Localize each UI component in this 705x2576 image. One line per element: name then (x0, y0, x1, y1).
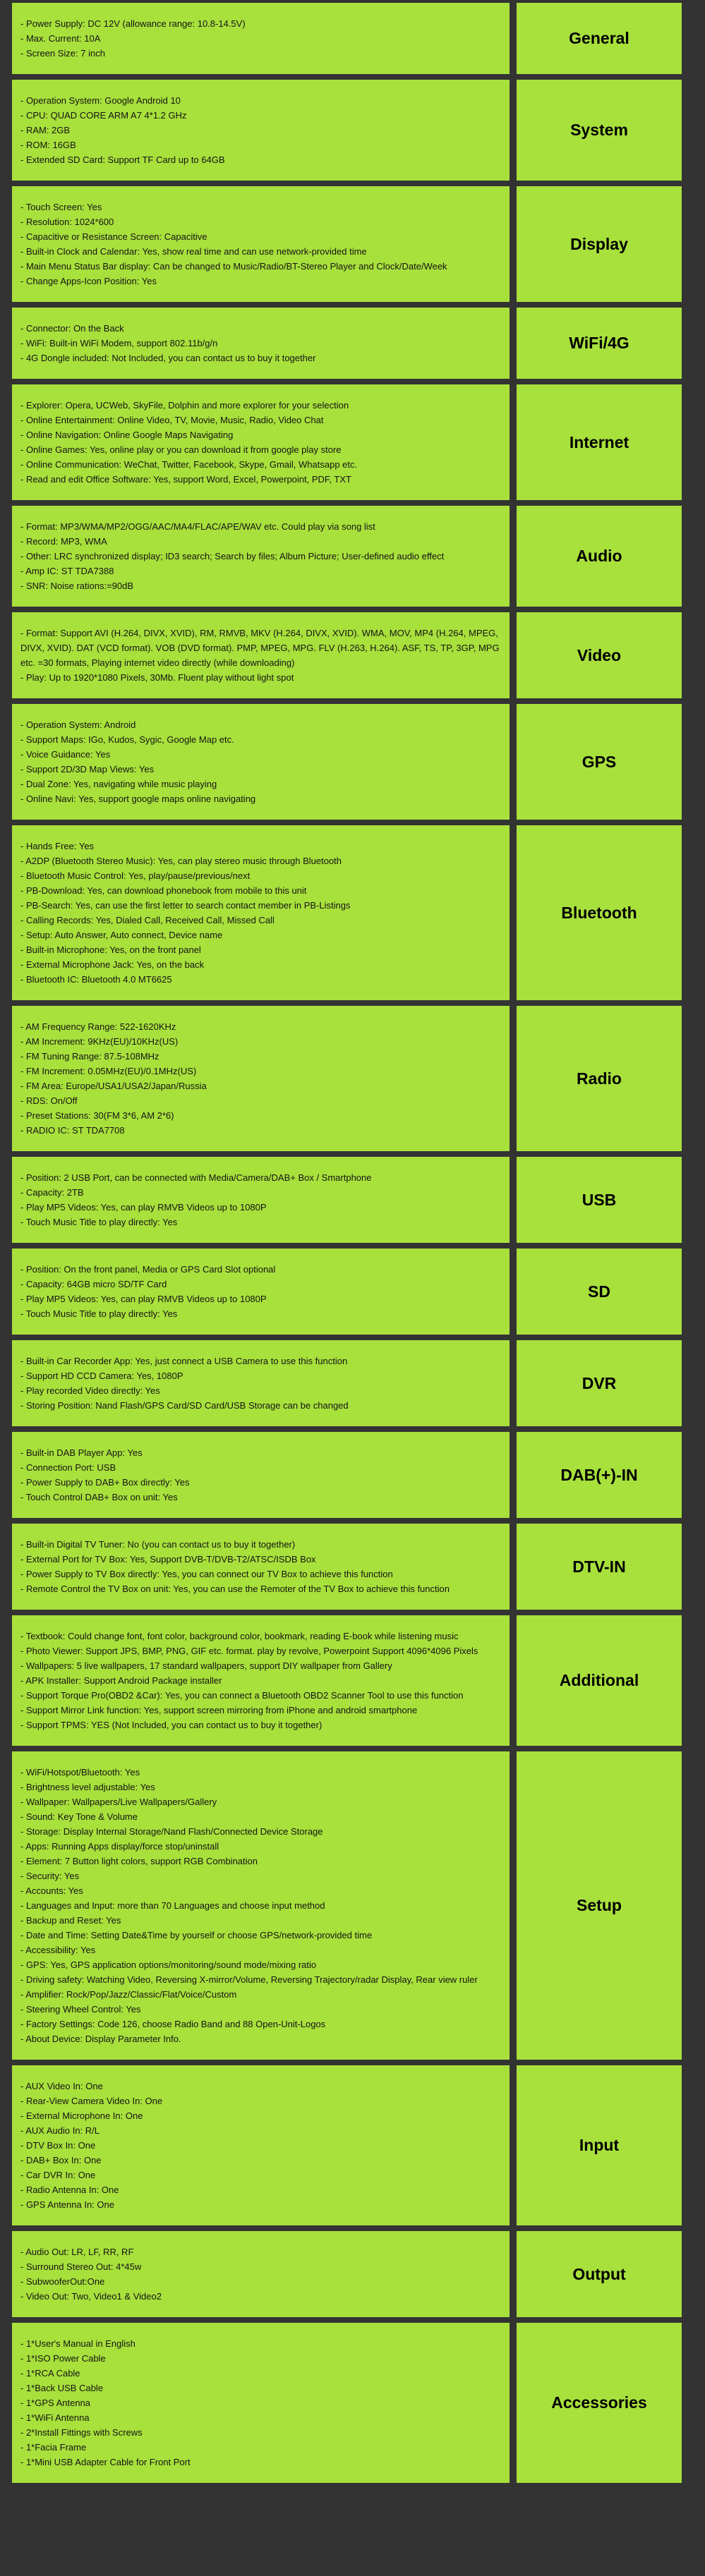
spec-line: - External Port for TV Box: Yes, Support DVB-T/DVB-T2/ATSC/ISDB Box (20, 1554, 316, 1565)
spec-items-cell (12, 704, 510, 820)
spec-line: - 1*WiFi Antenna (20, 2412, 90, 2423)
spec-line: - Date and Time: Setting Date&Time by yourself or choose GPS/network-provided time (20, 1930, 373, 1940)
category-label: Radio (517, 1006, 682, 1151)
spec-line: - RAM: 2GB (20, 125, 71, 135)
category-label: SD (517, 1248, 682, 1335)
spec-line: - Format: Support AVI (H.264, DIVX, XVID), RM, RMVB, MKV (H.264, DIVX, XVID). WMA, MOV, MP4 (H.264, MPEG, DIVX, XVID). DAT (VCD format). VOB (DVD format). PMP, MPEG, MPG. FLV (H.263, H.264). ASF, TS, TP, 3GP, MPG etc. =30 formats, Playing internet video directly (while downloading) (20, 628, 500, 668)
spec-line: - Operation System: Google Android 10 (20, 95, 181, 106)
spec-line: - Sound: Key Tone & Volume (20, 1811, 138, 1822)
spec-items-cell (12, 1340, 510, 1426)
spec-line: - Surround Stereo Out: 4*45w (20, 2261, 142, 2272)
spec-row (12, 1248, 682, 1335)
spec-line: - Format: MP3/WMA/MP2/OGG/AAC/MA4/FLAC/APE/WAV etc. Could play via song list (20, 521, 375, 532)
spec-line: - Touch Screen: Yes (20, 202, 102, 212)
spec-line: - Setup: Auto Answer, Auto connect, Device name (20, 930, 223, 940)
spec-row (12, 1615, 682, 1746)
spec-line: - Amp IC: ST TDA7388 (20, 566, 114, 576)
spec-items-cell (12, 1615, 510, 1746)
spec-row (12, 384, 682, 500)
spec-line: - Built-in DAB Player App: Yes (20, 1447, 143, 1458)
spec-line: - GPS Antenna In: One (20, 2199, 114, 2210)
spec-line: - Backup and Reset: Yes (20, 1915, 121, 1926)
spec-line: - 4G Dongle included: Not Included, you can contact us to buy it together (20, 353, 316, 363)
spec-row (12, 1751, 682, 2060)
spec-line: - Photo Viewer: Support JPS, BMP, PNG, GIF etc. format. play by revolve, Powerpoint Support 4096*4096 Pixels (20, 1646, 478, 1656)
spec-line: - Operation System: Android (20, 719, 136, 730)
spec-line: - Connector: On the Back (20, 323, 124, 334)
spec-line: - Play MP5 Videos: Yes, can play RMVB Videos up to 1080P (20, 1202, 267, 1213)
spec-line: - FM Area: Europe/USA1/USA2/Japan/Russia (20, 1081, 207, 1091)
category-label: USB (517, 1157, 682, 1243)
spec-row (12, 1157, 682, 1243)
spec-line: - Storage: Display Internal Storage/Nand Flash/Connected Device Storage (20, 1826, 323, 1837)
spec-line: - Connection Port: USB (20, 1462, 116, 1473)
spec-line: - Radio Antenna In: One (20, 2185, 119, 2195)
spec-line: - Bluetooth Music Control: Yes, play/pause/previous/next (20, 870, 251, 881)
spec-line: - AM Increment: 9KHz(EU)/10KHz(US) (20, 1036, 179, 1047)
spec-line: - Screen Size: 7 inch (20, 48, 105, 59)
spec-line: - Play: Up to 1920*1080 Pixels, 30Mb. Fluent play without light spot (20, 672, 294, 683)
spec-row (12, 704, 682, 820)
spec-line: - Textbook: Could change font, font color, background color, bookmark, reading E-book while listening music (20, 1631, 459, 1641)
spec-items-cell (12, 2323, 510, 2483)
spec-line: - Bluetooth IC: Bluetooth 4.0 MT6625 (20, 974, 172, 985)
spec-line: - Car DVR In: One (20, 2170, 96, 2180)
spec-line: - Touch Music Title to play directly: Yes (20, 1308, 178, 1319)
spec-items-cell (12, 1751, 510, 2060)
category-label: DTV-IN (517, 1524, 682, 1610)
spec-line: - A2DP (Bluetooth Stereo Music): Yes, can play stereo music through Bluetooth (20, 856, 342, 866)
spec-line: - Support HD CCD Camera: Yes, 1080P (20, 1371, 183, 1381)
spec-line: - ROM: 16GB (20, 140, 76, 150)
spec-line: - FM Tuning Range: 87.5-108MHz (20, 1051, 159, 1062)
spec-line: - Resolution: 1024*600 (20, 217, 114, 227)
spec-items-cell (12, 80, 510, 181)
spec-items-cell (12, 2231, 510, 2317)
spec-line: - Capacitive or Resistance Screen: Capacitive (20, 231, 207, 242)
spec-line: - Brightness level adjustable: Yes (20, 1782, 155, 1792)
spec-line: - Online Navi: Yes, support google maps online navigating (20, 794, 256, 804)
spec-line: - Support Torque Pro(OBD2 &Car): Yes, you can connect a Bluetooth OBD2 Scanner Tool to use this function (20, 1690, 464, 1701)
category-label: Additional (517, 1615, 682, 1746)
spec-line: - CPU: QUAD CORE ARM A7 4*1.2 GHz (20, 110, 187, 121)
spec-items-cell (12, 2065, 510, 2225)
spec-line: - GPS: Yes, GPS application options/monitoring/sound mode/mixing ratio (20, 1960, 317, 1970)
spec-line: - Online Entertainment: Online Video, TV, Movie, Music, Radio, Video Chat (20, 415, 324, 425)
spec-line: - Power Supply to DAB+ Box directly: Yes (20, 1477, 190, 1488)
category-label: System (517, 80, 682, 181)
spec-line: - AUX Video In: One (20, 2081, 103, 2091)
spec-line: - Touch Control DAB+ Box on unit: Yes (20, 1492, 178, 1502)
spec-row (12, 2065, 682, 2225)
spec-line: - APK Installer: Support Android Package installer (20, 1675, 222, 1686)
spec-line: - Calling Records: Yes, Dialed Call, Received Call, Missed Call (20, 915, 275, 925)
spec-line: - Power Supply to TV Box directly: Yes, you can connect our TV Box to achieve this function (20, 1569, 393, 1579)
category-label: Display (517, 186, 682, 302)
spec-line: - Built-in Microphone: Yes, on the front panel (20, 944, 201, 955)
spec-line: - Online Communication: WeChat, Twitter, Facebook, Skype, Gmail, Whatsapp etc. (20, 459, 358, 470)
spec-line: - SNR: Noise rations:=90dB (20, 581, 134, 591)
spec-line: - PB-Search: Yes, can use the first letter to search contact member in PB-Listings (20, 900, 351, 911)
spec-line: - Extended SD Card: Support TF Card up to 64GB (20, 154, 225, 165)
spec-line: - Online Navigation: Online Google Maps Navigating (20, 430, 234, 440)
spec-line: - WiFi: Built-in WiFi Modem, support 802.11b/g/n (20, 338, 218, 348)
spec-line: - 1*Back USB Cable (20, 2383, 104, 2393)
spec-line: - External Microphone In: One (20, 2110, 143, 2121)
spec-line: - Video Out: Two, Video1 & Video2 (20, 2291, 162, 2302)
category-label: General (517, 3, 682, 74)
spec-items-cell (12, 1524, 510, 1610)
category-label: Audio (517, 506, 682, 607)
spec-items-cell (12, 506, 510, 607)
spec-row (12, 1006, 682, 1151)
spec-line: - Steering Wheel Control: Yes (20, 2004, 141, 2015)
category-label: Accessories (517, 2323, 682, 2483)
spec-line: - RDS: On/Off (20, 1095, 78, 1106)
spec-items-cell (12, 308, 510, 379)
spec-line: - Play MP5 Videos: Yes, can play RMVB Videos up to 1080P (20, 1294, 267, 1304)
spec-line: - Position: 2 USB Port, can be connected with Media/Camera/DAB+ Box / Smartphone (20, 1172, 372, 1183)
spec-line: - Position: On the front panel, Media or GPS Card Slot optional (20, 1264, 276, 1275)
spec-line: - Change Apps-Icon Position: Yes (20, 276, 157, 286)
spec-line: - Apps: Running Apps display/force stop/uninstall (20, 1841, 219, 1852)
spec-line: - 1*Mini USB Adapter Cable for Front Port (20, 2457, 191, 2467)
spec-line: - Element: 7 Button light colors, support RGB Combination (20, 1856, 258, 1866)
spec-line: - 1*ISO Power Cable (20, 2353, 106, 2364)
spec-line: - Wallpaper: Wallpapers/Live Wallpapers/Gallery (20, 1797, 217, 1807)
spec-line: - Read and edit Office Software: Yes, support Word, Excel, Powerpoint, PDF, TXT (20, 474, 351, 485)
spec-items-cell (12, 1157, 510, 1243)
spec-line: - Support Mirror Link function: Yes, support screen mirroring from iPhone and android smartphone (20, 1705, 418, 1715)
spec-items-cell (12, 186, 510, 302)
spec-line: - 1*User's Manual in English (20, 2338, 135, 2349)
spec-line: - Touch Music Title to play directly: Yes (20, 1217, 178, 1227)
spec-line: - Support 2D/3D Map Views: Yes (20, 764, 155, 774)
spec-line: - PB-Download: Yes, can download phonebook from mobile to this unit (20, 885, 307, 896)
spec-row (12, 2231, 682, 2317)
spec-line: - Factory Settings: Code 126, choose Radio Band and 88 Open-Unit-Logos (20, 2019, 326, 2029)
spec-line: - Amplifier: Rock/Pop/Jazz/Classic/Flat/Voice/Custom (20, 1989, 237, 2000)
spec-items-cell (12, 612, 510, 698)
spec-line: - External Microphone Jack: Yes, on the back (20, 959, 205, 970)
spec-row (12, 186, 682, 302)
spec-row (12, 1432, 682, 1518)
spec-items-cell (12, 825, 510, 1000)
spec-row (12, 3, 682, 74)
spec-line: - Storing Position: Nand Flash/GPS Card/SD Card/USB Storage can be changed (20, 1400, 349, 1411)
spec-items-cell (12, 1006, 510, 1151)
spec-line: - SubwooferOut:One (20, 2276, 105, 2287)
spec-line: - Accounts: Yes (20, 1885, 83, 1896)
category-label: DAB(+)-IN (517, 1432, 682, 1518)
spec-row (12, 1340, 682, 1426)
spec-line: - AM Frequency Range: 522-1620KHz (20, 1021, 176, 1032)
spec-line: - FM Increment: 0.05MHz(EU)/0.1MHz(US) (20, 1066, 197, 1076)
spec-line: - Dual Zone: Yes, navigating while music playing (20, 779, 217, 789)
spec-line: - Audio Out: LR, LF, RR, RF (20, 2247, 134, 2257)
spec-items-cell (12, 1432, 510, 1518)
spec-line: - Support TPMS: YES (Not Included, you can contact us to buy it together) (20, 1720, 323, 1730)
spec-line: - Voice Guidance: Yes (20, 749, 111, 760)
spec-items-cell (12, 3, 510, 74)
category-label: DVR (517, 1340, 682, 1426)
category-label: WiFi/4G (517, 308, 682, 379)
spec-line: - Support Maps: IGo, Kudos, Sygic, Google Map etc. (20, 734, 234, 745)
spec-line: - Other: LRC synchronized display; ID3 search; Search by files; Album Picture; User-defined audio effect (20, 551, 445, 561)
category-label: Video (517, 612, 682, 698)
spec-line: - 1*GPS Antenna (20, 2398, 91, 2408)
spec-row (12, 612, 682, 698)
category-label: GPS (517, 704, 682, 820)
spec-line: - Languages and Input: more than 70 Languages and choose input method (20, 1900, 325, 1911)
spec-line: - Power Supply: DC 12V (allowance range: 10.8-14.5V) (20, 18, 246, 29)
spec-line: - Capacity: 2TB (20, 1187, 84, 1198)
spec-line: - Driving safety: Watching Video, Reversing X-mirror/Volume, Reversing Trajectory/radar Display, Rear view ruler (20, 1974, 478, 1985)
spec-line: - WiFi/Hotspot/Bluetooth: Yes (20, 1767, 140, 1778)
spec-line: - DTV Box In: One (20, 2140, 96, 2151)
spec-line: - Main Menu Status Bar display: Can be changed to Music/Radio/BT-Stereo Player and Clock/Date/Week (20, 261, 447, 272)
category-label: Setup (517, 1751, 682, 2060)
spec-row (12, 308, 682, 379)
spec-line: - DAB+ Box In: One (20, 2155, 102, 2165)
spec-line: - Built-in Clock and Calendar: Yes, show real time and can use network-provided time (20, 246, 367, 257)
spec-items-cell (12, 384, 510, 500)
spec-line: - Built-in Digital TV Tuner: No (you can contact us to buy it together) (20, 1539, 296, 1550)
spec-line: - Capacity: 64GB micro SD/TF Card (20, 1279, 167, 1289)
category-label: Internet (517, 384, 682, 500)
category-label: Output (517, 2231, 682, 2317)
spec-line: - 2*Install Fittings with Screws (20, 2427, 143, 2438)
category-label: Bluetooth (517, 825, 682, 1000)
spec-line: - Explorer: Opera, UCWeb, SkyFile, Dolphin and more explorer for your selection (20, 400, 349, 411)
spec-row (12, 80, 682, 181)
spec-line: - Accessibility: Yes (20, 1945, 96, 1955)
spec-line: - Rear-View Camera Video In: One (20, 2096, 163, 2106)
spec-line: - 1*Facia Frame (20, 2442, 87, 2453)
spec-line: - Preset Stations: 30(FM 3*6, AM 2*6) (20, 1110, 174, 1121)
spec-line: - Remote Control the TV Box on unit: Yes, you can use the Remoter of the TV Box to achieve this function (20, 1584, 450, 1594)
spec-row (12, 825, 682, 1000)
spec-line: - Play recorded Video directly: Yes (20, 1385, 160, 1396)
spec-row (12, 1524, 682, 1610)
spec-items-cell (12, 1248, 510, 1335)
spec-line: - Record: MP3, WMA (20, 536, 107, 547)
category-label: Input (517, 2065, 682, 2225)
spec-line: - Security: Yes (20, 1871, 80, 1881)
spec-line: - Max. Current: 10A (20, 33, 101, 44)
spec-line: - About Device: Display Parameter Info. (20, 2034, 181, 2044)
spec-line: - Built-in Car Recorder App: Yes, just connect a USB Camera to use this function (20, 1356, 348, 1366)
spec-line: - Wallpapers: 5 live wallpapers, 17 standard wallpapers, support DIY wallpaper from Gallery (20, 1660, 392, 1671)
spec-line: - RADIO IC: ST TDA7708 (20, 1125, 125, 1136)
spec-row (12, 2323, 682, 2483)
spec-line: - Online Games: Yes, online play or you can download it from google play store (20, 444, 342, 455)
spec-line: - 1*RCA Cable (20, 2368, 80, 2378)
spec-line: - AUX Audio In: R/L (20, 2125, 100, 2136)
spec-row (12, 506, 682, 607)
spec-line: - Hands Free: Yes (20, 841, 95, 851)
